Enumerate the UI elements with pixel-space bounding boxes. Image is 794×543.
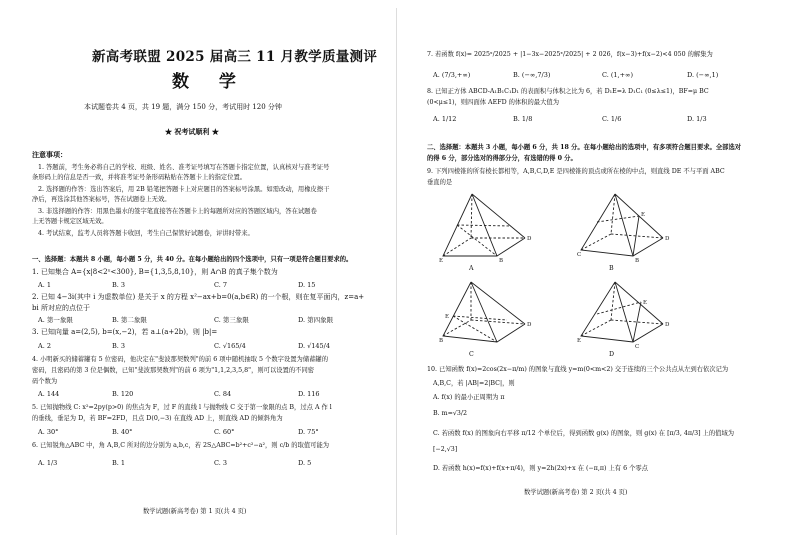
q5-option-d: D. 75° [298,428,319,436]
q10-option-c-cont: [−2,√3] [433,446,458,453]
svg-text:C: C [635,344,640,350]
q5-option-a: A. 30° [38,428,59,436]
q2-option-d: D. 第四象限 [298,316,334,324]
q4-option-a: A. 144 [38,390,60,398]
question-4-cont: 密码，且密码的第 3 位是偶数，已知"斐波那契数列"的前 6 项为"1,1,2,3,5,8"，则可以设置的不同密 [32,367,315,374]
q8-option-a: A. 1/12 [433,115,457,123]
question-2-cont: bi 所对应的点位于 [32,304,90,312]
svg-text:D: D [665,236,670,242]
note-line: 上无答题卡规定区域无效。 [32,218,108,225]
q10-option-b: B. m=√3/2 [433,410,468,417]
page-footer: 数学试题(新高考卷) 第 2 页(共 4 页) [524,489,628,496]
question-5-cont: 的垂线，垂足为 D，若 BF=2FD，且点 D(0,−3) 在直线 AD 上，则直线 AD 的倾斜角为 [32,415,283,422]
q1-option-c: C. 7 [214,281,228,289]
q5-option-c: C. 60° [214,428,235,436]
question-6: 6. 已知锐角△ABC 中，角 A,B,C 所对的边分别为 a,b,c，若 2S△ABC=b²+c²−a²，则 c/b 的取值可能为 [32,442,330,449]
question-10: 10. 已知函数 f(x)=2cos(2x−π/m) 的图象与直线 y=m(0<m<2) 交于连续的三个公共点从左到右依次记为 [427,366,729,373]
q4-option-c: C. 84 [214,390,232,398]
q8-option-c: C. 1/6 [602,115,622,123]
q2-option-a: A. 第一象限 [38,316,73,324]
svg-text:E: E [641,212,646,218]
q6-option-d: D. 5 [298,459,312,467]
q7-option-d: D. (−∞,1) [687,71,719,79]
q8-option-d: D. 1/3 [687,115,707,123]
figure-c-label: C [469,351,474,358]
note-line: 2. 选择题的作答：选出答案后，用 2B 铅笔把答题卡上对应题目的答案标号涂黑。如需改动，用橡皮擦干 [38,186,330,193]
page-footer: 数学试题(新高考卷) 第 1 页(共 4 页) [143,508,247,515]
notes-title: 注意事项： [32,150,67,159]
page-2 [397,0,794,543]
q6-option-b: B. 1 [112,459,126,467]
section-2-heading: 二、选择题：本题共 3 小题，每小题 6 分，共 18 分。在每小题给出的选项中，有多项符合题目要求。全部选对 [427,144,742,151]
pyramid-figure-c [437,280,537,350]
subject-title: 数 学 [172,72,248,92]
q1-option-b: B. 3 [112,281,126,289]
q3-option-c: C. √165/4 [214,342,246,350]
pyramid-figure-b [575,192,675,264]
question-4: 4. 小明新买的储蓄罐有 5 位密码，他决定在"斐波那契数列"的前 6 项中随机抽取 5 个数字设置为储蓄罐的 [32,356,329,363]
q1-option-d: D. 15 [298,281,316,289]
q3-option-a: A. 2 [38,342,51,350]
svg-text:D: D [665,322,670,328]
q10-option-a: A. f(x) 的最小正周期为 π [433,394,505,401]
svg-text:E: E [577,338,582,344]
q2-option-c: C. 第三象限 [214,316,249,324]
q5-option-b: B. 40° [112,428,133,436]
q7-option-b: B. (−∞,7/3) [513,71,551,79]
question-9: 9. 下列四棱锥的所有棱长都相等，A,B,C,D,E 是四棱锥的顶点或所在棱的中点，则直线 DE 不与平面 ABC [427,168,725,175]
figure-d-label: D [609,351,615,358]
q4-option-b: B. 120 [112,390,134,398]
note-line: 条形码上的信息是否一致，并将准考证号条形码粘贴在答题卡上的指定位置。 [32,174,247,181]
svg-text:C: C [577,252,582,258]
exam-title: 新高考联盟 2025 届高三 11 月教学质量测评 [92,49,378,65]
q2-option-b: B. 第二象限 [112,316,147,324]
q10-option-d: D. 若函数 h(x)=f(x)+f(x+π/4)，则 y=2h(2x)+x 在 (−π,π) 上有 6 个零点 [433,465,648,472]
question-10-cont: A,B,C，若 |AB|=2|BC|，则 [433,380,515,387]
q3-option-b: B. 3 [112,342,126,350]
svg-text:B: B [439,338,444,344]
question-1: 1. 已知集合 A={x|8<2ˣ<300}, B={1,3,5,8,10}，则 A∩B 的真子集个数为 [32,268,278,276]
q1-option-a: A. 1 [38,281,51,289]
question-7: 7. 若函数 f(x)= 2025ˣ/2025 + |1−3x−2025ˣ/2025| + 2 026，f(x−3)+f(x−2)<4 050 的解集为 [427,51,713,58]
q7-option-c: C. (1,+∞) [602,71,634,79]
svg-text:E: E [445,314,450,320]
svg-text:B: B [635,258,640,264]
figure-b-label: B [609,265,614,272]
svg-text:B: B [499,258,504,264]
q10-option-c: C. 若函数 f(x) 的图象向右平移 π/12 个单位后，得到函数 g(x) 的图象，则 g(x) 在 [π/3, 4π/3] 上的值域为 [433,430,735,437]
figure-a-label: A [469,265,474,272]
q3-option-d: D. √145/4 [298,342,330,350]
section-2-heading-cont: 的得 6 分，部分选对的得部分分，有选错的得 0 分。 [427,155,577,162]
question-8: 8. 已知正方体 ABCD-A₁B₁C₁D₁ 的表面积与体积之比为 6，若 D₁E=λ D₁C₁ (0≤λ≤1)，BF=μ BC [427,88,709,95]
note-line: 净后，再选涂其他答案标号，答在试题卷上无效。 [32,196,171,203]
question-2: 2. 已知 4−3i(其中 i 为虚数单位) 是关于 x 的方程 x²−ax+b=0(a,b∈R) 的一个根，则在复平面内，z=a+ [32,293,365,301]
pyramid-figure-d [575,280,675,350]
note-line: 1. 答题前，考生务必将自己的学校、班级、姓名、准考证号填写在答题卡指定位置，认真核对与准考证号 [38,164,330,171]
good-luck-stamp: ★ 祝考试顺利 ★ [165,127,219,136]
question-9-cont: 垂直的是 [427,179,453,186]
question-3: 3. 已知向量 a=(2,5), b=(x,−2)，若 a⊥(a+2b)，则 |b|= [32,328,218,336]
q6-option-c: C. 3 [214,459,228,467]
note-line: 4. 考试结束，监考人员将答题卡收回，考生自己保管好试题卷，评讲时带来。 [38,230,254,237]
svg-text:D: D [527,322,532,328]
svg-text:E: E [439,258,444,264]
section-1-heading: 一、选择题：本题共 8 小题，每小题 5 分，共 40 分。在每小题给出的四个选项中，只有一项是符合题目要求的。 [32,256,353,263]
svg-text:E: E [643,300,648,306]
q6-option-a: A. 1/3 [38,459,58,467]
question-4-cont: 码个数为 [32,378,58,385]
question-5: 5. 已知抛物线 C: x²=2py(p>0) 的焦点为 F，过 F 的直线 l 与抛物线 C 交于第一象限的点 B，过点 A 作 l [32,404,332,411]
exam-info: 本试题卷共 4 页，共 19 题，满分 150 分，考试用时 120 分钟 [84,103,282,111]
q7-option-a: A. (7/3,+∞) [433,71,471,79]
q4-option-d: D. 116 [298,390,320,398]
pyramid-figure-a [437,192,537,264]
svg-text:D: D [527,236,532,242]
q8-option-b: B. 1/8 [513,115,533,123]
question-8-cont: (0<μ≤1)，则四面体 AEFD 的体积的最大值为 [427,99,559,106]
note-line: 3. 非选择题的作答：用黑色墨水的签字笔直接答在答题卡上的每题所对应的答题区域内，答在试题卷 [38,208,317,215]
